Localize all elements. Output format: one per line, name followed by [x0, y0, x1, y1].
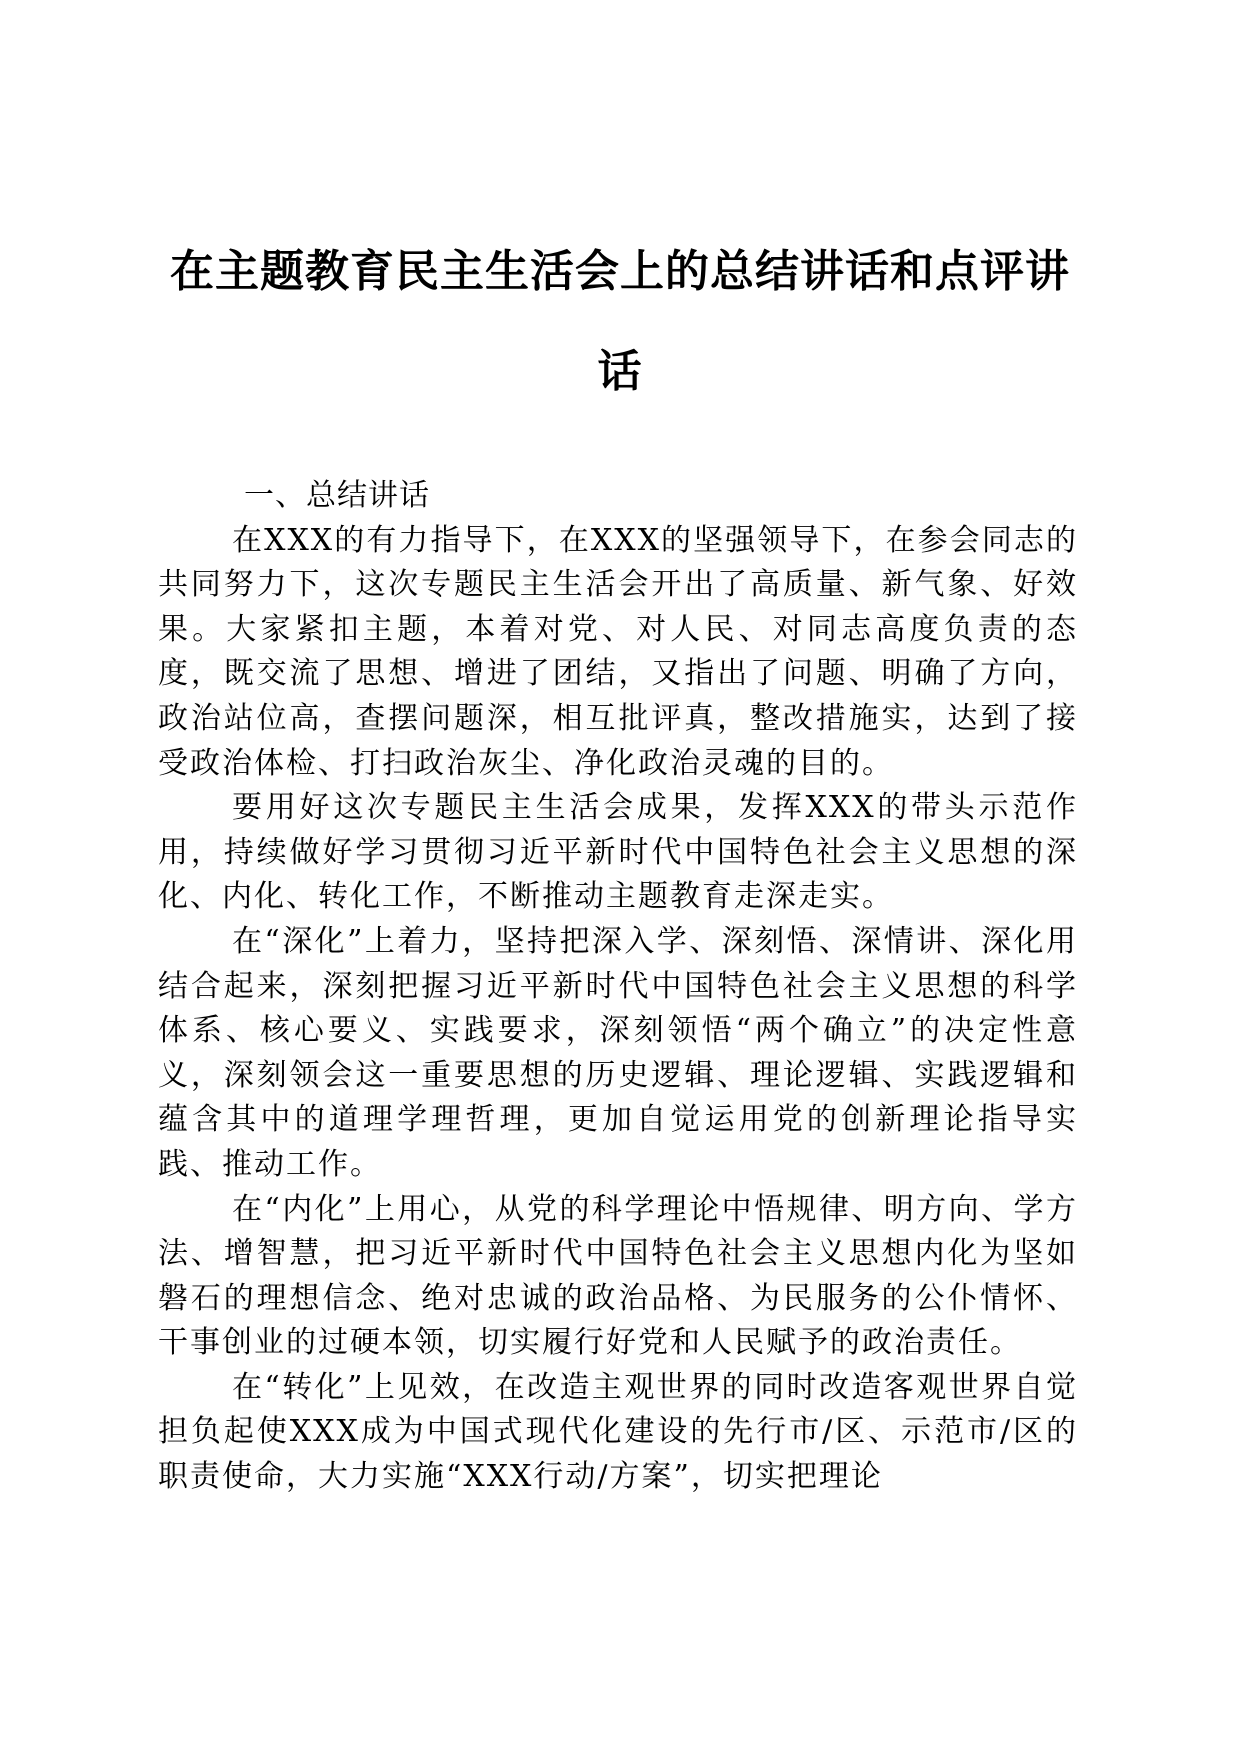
- section-heading: 一、总结讲话: [244, 478, 430, 513]
- paragraph-4: 在“内化”上用心，从党的科学理论中悟规律、明方向、学方法、增智慧，把习近平新时代中国特色社会主义思想内化为坚如磐石的理想信念、绝对忠诚的政治品格、为民服务的公仆情怀、干事创业的过硬本领，切实履行好党和人民赋予的政治责任。: [158, 1191, 1078, 1361]
- paragraph-3: 在“深化”上着力，坚持把深入学、深刻悟、深情讲、深化用结合起来，深刻把握习近平新时代中国特色社会主义思想的科学体系、核心要义、实践要求，深刻领悟“两个确立”的决定性意义，深刻领会这一重要思想的历史逻辑、理论逻辑、实践逻辑和蕴含其中的道理学理哲理，更加自觉运用党的创新理论指导实践、推动工作。: [158, 923, 1078, 1182]
- document-title: 在主题教育民主生活会上的总结讲话和点评讲话: [170, 246, 1070, 397]
- paragraph-5: 在“转化”上见效，在改造主观世界的同时改造客观世界自觉担负起使XXX成为中国式现代化建设的先行市/区、示范市/区的职责使命，大力实施“XXX行动/方案”，切实把理论: [158, 1369, 1078, 1495]
- paragraph-2: 要用好这次专题民主生活会成果，发挥XXX的带头示范作用，持续做好学习贯彻习近平新时代中国特色社会主义思想的深化、内化、转化工作，不断推动主题教育走深走实。: [158, 790, 1078, 915]
- paragraph-1: 在XXX的有力指导下，在XXX的坚强领导下，在参会同志的共同努力下，这次专题民主生活会开出了高质量、新气象、好效果。大家紧扣主题，本着对党、对人民、对同志高度负责的态度，既交流了思想、增进了团结，又指出了问题、明确了方向，政治站位高，查摆问题深，相互批评真，整改措施实，达到了接受政治体检、打扫政治灰尘、净化政治灵魂的目的。: [158, 522, 1078, 781]
- document-body: [158, 474, 1078, 1500]
